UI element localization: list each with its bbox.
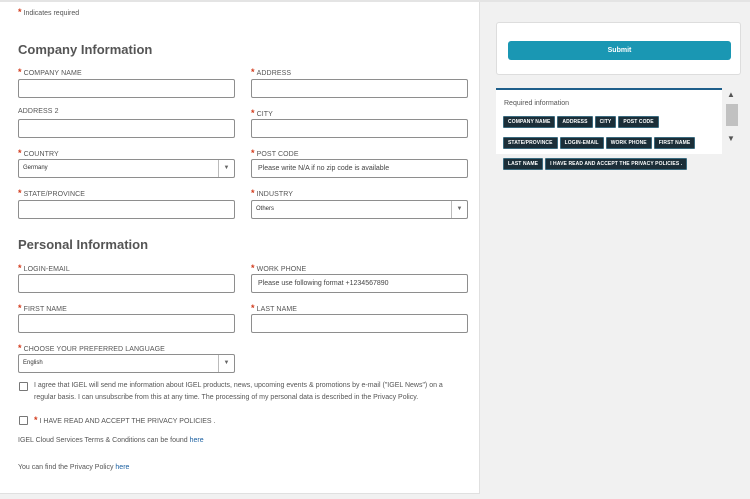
- required-tag[interactable]: WORK PHONE: [606, 137, 652, 149]
- chevron-down-icon: ▼: [218, 160, 234, 177]
- scroll-thumb[interactable]: [726, 104, 738, 126]
- company-section-title: Company Information: [18, 42, 153, 57]
- address2-label: ADDRESS 2: [18, 108, 59, 115]
- address-label: * ADDRESS: [251, 67, 292, 77]
- post-code-input[interactable]: Please write N/A if no zip code is available: [251, 159, 468, 178]
- required-info-title: Required information: [504, 100, 569, 107]
- required-star-icon: *: [251, 263, 255, 273]
- state-label: * STATE/PROVINCE: [18, 188, 86, 198]
- scroll-up-icon[interactable]: ▲: [727, 90, 735, 99]
- required-star-icon: *: [251, 108, 255, 118]
- last-name-input[interactable]: [251, 314, 468, 333]
- required-tag[interactable]: COMPANY NAME: [503, 116, 555, 128]
- chevron-down-icon: ▼: [451, 201, 467, 218]
- required-star-icon: *: [251, 148, 255, 158]
- personal-section-title: Personal Information: [18, 237, 149, 252]
- privacy-policy-link[interactable]: here: [115, 464, 130, 471]
- country-select-value: Germany: [23, 165, 48, 171]
- registration-form: [0, 2, 480, 494]
- address-input[interactable]: [251, 79, 468, 98]
- privacy-consent-checkbox[interactable]: [19, 416, 28, 425]
- first-name-input[interactable]: [18, 314, 235, 333]
- login-email-label: * LOGIN-EMAIL: [18, 263, 70, 273]
- news-consent-text: I agree that IGEL will send me information about IGEL products, news, upcoming events & promotions by e-mail ("IGEL News") on a regular basis. I can unsubscribe from this at any time. The processing of my personal data is described in the Privacy Policy.: [34, 382, 443, 401]
- language-select[interactable]: [18, 354, 235, 373]
- required-tag[interactable]: STATE/PROVINCE: [503, 137, 558, 149]
- address2-input[interactable]: [18, 119, 235, 138]
- required-tag[interactable]: FIRST NAME: [654, 137, 696, 149]
- language-label: * CHOOSE YOUR PREFERRED LANGUAGE: [18, 343, 165, 353]
- last-name-label: * LAST NAME: [251, 303, 298, 313]
- required-tag[interactable]: I HAVE READ AND ACCEPT THE PRIVACY POLICIES .: [545, 158, 687, 170]
- industry-label: * INDUSTRY: [251, 188, 294, 198]
- city-label: * CITY: [251, 108, 273, 118]
- city-input[interactable]: [251, 119, 468, 138]
- required-star-icon: *: [34, 415, 38, 425]
- state-input[interactable]: [18, 200, 235, 219]
- scroll-down-icon[interactable]: ▼: [727, 134, 735, 143]
- news-consent-checkbox[interactable]: [19, 382, 28, 391]
- country-label: * COUNTRY: [18, 148, 59, 158]
- submit-button[interactable]: Submit: [508, 41, 731, 60]
- required-tag[interactable]: LAST NAME: [503, 158, 543, 170]
- chevron-down-icon: ▼: [218, 355, 234, 372]
- required-star-icon: *: [18, 343, 22, 353]
- login-email-input[interactable]: [18, 274, 235, 293]
- required-star-icon: *: [18, 67, 22, 77]
- required-tag[interactable]: POST CODE: [618, 116, 658, 128]
- terms-link[interactable]: here: [189, 437, 204, 444]
- required-star-icon: *: [251, 67, 255, 77]
- company-name-label: * COMPANY NAME: [18, 67, 82, 77]
- required-note-text: Indicates required: [23, 10, 80, 17]
- required-star-icon: *: [18, 7, 22, 17]
- required-star-icon: *: [18, 188, 22, 198]
- country-select[interactable]: [18, 159, 235, 178]
- required-tag[interactable]: ADDRESS: [557, 116, 592, 128]
- submit-card: [496, 22, 741, 75]
- required-star-icon: *: [18, 148, 22, 158]
- industry-select-value: Others: [256, 206, 275, 212]
- required-tag[interactable]: LOGIN-EMAIL: [560, 137, 604, 149]
- required-tags: [503, 110, 721, 173]
- required-info-scrollbar[interactable]: [724, 88, 740, 150]
- required-star-icon: *: [251, 188, 255, 198]
- privacy-policy-line: You can find the Privacy Policy here: [18, 464, 130, 471]
- required-star-icon: *: [18, 303, 22, 313]
- required-tag[interactable]: CITY: [595, 116, 617, 128]
- language-select-value: English: [23, 360, 43, 366]
- post-code-label: * POST CODE: [251, 148, 299, 158]
- first-name-label: * FIRST NAME: [18, 303, 67, 313]
- privacy-consent-label: * I HAVE READ AND ACCEPT THE PRIVACY POLICIES .: [34, 415, 216, 425]
- company-name-input[interactable]: [18, 79, 235, 98]
- required-star-icon: *: [18, 263, 22, 273]
- industry-select[interactable]: [251, 200, 468, 219]
- required-star-icon: *: [251, 303, 255, 313]
- required-info-panel: [496, 88, 722, 167]
- required-note: [18, 7, 79, 17]
- terms-line: IGEL Cloud Services Terms & Conditions can be found here: [18, 437, 204, 444]
- work-phone-input[interactable]: Please use following format +1234567890: [251, 274, 468, 293]
- work-phone-label: * WORK PHONE: [251, 263, 307, 273]
